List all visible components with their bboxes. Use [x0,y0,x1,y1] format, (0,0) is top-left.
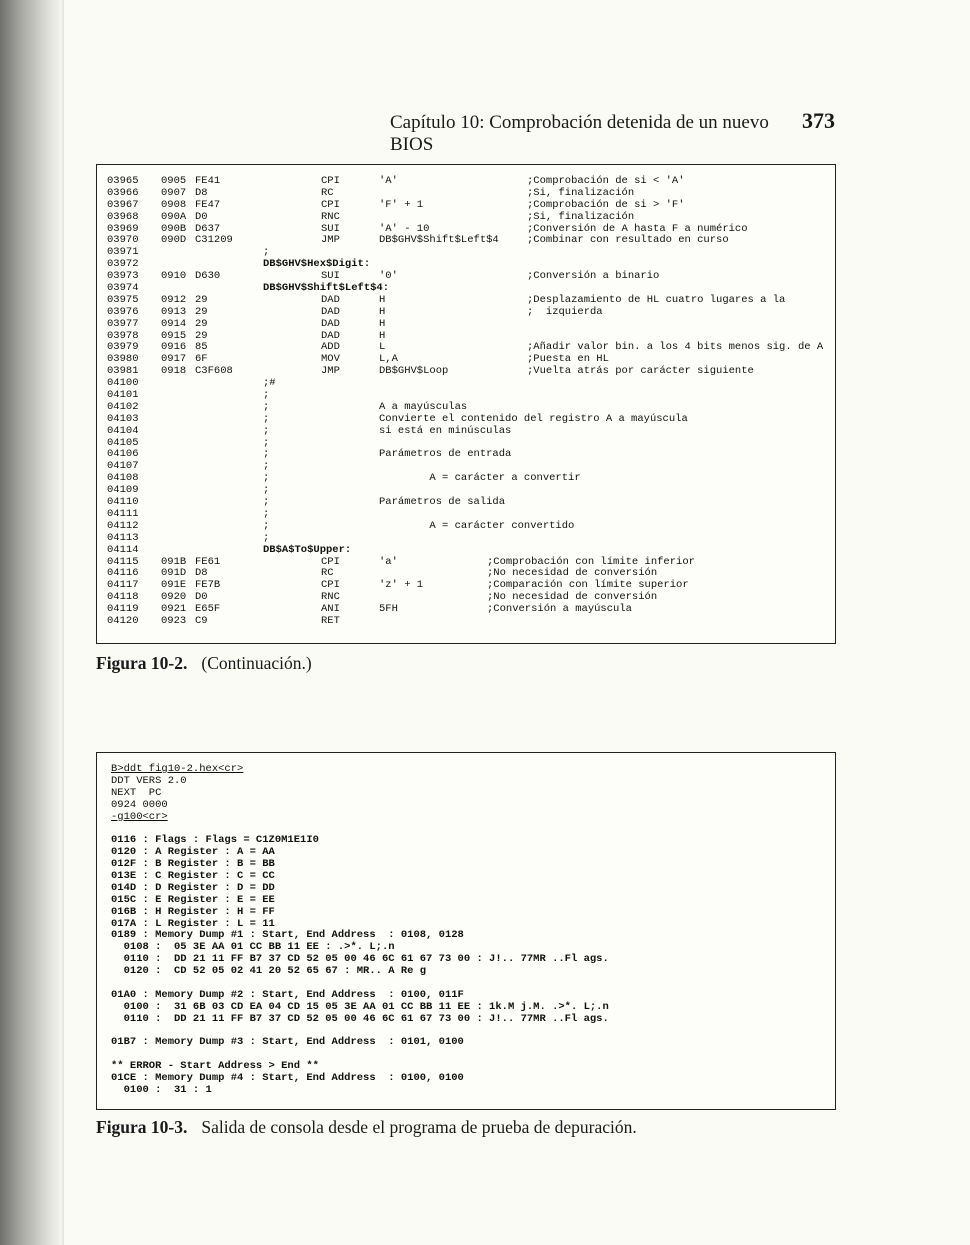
listing-n: 04112 [107,519,139,532]
listing-n: 03980 [107,353,139,366]
listing-op: RC [321,186,334,199]
listing-code: 29 [195,293,208,306]
listing-n: 04107 [107,460,139,473]
listing-n: 04116 [107,567,139,580]
listing-n: 04118 [107,591,139,604]
console-line: 01B7 : Memory Dump #3 : Start, End Address : 0101, 0100 [111,1036,464,1049]
console-line: B>ddt fig10-2.hex<cr> [111,763,244,775]
listing-n: 04100 [107,377,139,390]
listing-addr: 0908 [161,198,187,211]
console-line: 012F : B Register : B = BB [111,858,275,871]
listing-lbl: ; [263,507,270,520]
listing-op: ANI [321,603,340,616]
listing-arg: Parámetros de entrada [379,448,512,461]
listing-code: D630 [195,270,221,283]
listing-addr: 0905 [161,175,187,187]
listing-n: 04104 [107,424,139,437]
listing-n: 04109 [107,484,139,497]
listing-addr: 091B [161,555,187,568]
listing-op: RC [321,567,334,580]
listing-addr: 090B [161,222,187,235]
listing-op: DAD [321,317,340,330]
listing-op: DAD [321,329,340,342]
listing-op: CPI [321,579,340,592]
caption-label: Figura 10-3. [96,1117,188,1137]
listing-arg: Parámetros de salida [379,496,506,509]
listing-cmt: ;Comprobación de si < 'A' [527,175,685,187]
listing-code: D8 [195,186,208,199]
listing-addr: 0910 [161,270,187,283]
listing-n: 04103 [107,412,139,425]
listing-arg: L,A [379,353,398,366]
console-line: 0108 : 05 3E AA 01 CC BB 11 EE : .>*. L;.n [111,941,395,954]
listing-cmt: ;Añadir valor bin. a los 4 bits menos sig. de A [527,341,824,354]
listing-addr: 0912 [161,293,187,306]
listing-op: DAD [321,305,340,318]
listing-n: 03971 [107,246,139,259]
listing-code: D8 [195,567,208,580]
listing-arg: '0' [379,270,398,283]
listing-cmt: ;Comprobación de si > 'F' [527,198,685,211]
listing-n: 03978 [107,329,139,342]
console-line: 0100 : 31 6B 03 CD EA 04 CD 15 05 3E AA 01 CC BB 11 EE : 1k.M j.M. .>*. L;.n [111,1000,609,1013]
listing-code: 29 [195,305,208,318]
listing-addr: 0915 [161,329,187,342]
listing-code: C9 [195,614,208,627]
listing-addr: 0921 [161,603,187,616]
listing-n: 03966 [107,186,139,199]
listing-op: RNC [321,210,340,223]
listing-code: E65F [195,603,221,616]
listing-addr: 0918 [161,365,187,378]
console-line: 014D : D Register : D = DD [111,881,275,894]
console-line: ** ERROR - Start Address > End ** [111,1060,319,1073]
listing-n: 04115 [107,555,139,568]
listing-arg: H [379,305,386,318]
listing-op: SUI [321,270,340,283]
listing-op: ADD [321,341,340,354]
listing-code: 29 [195,317,208,330]
listing-cmt: ;Conversión a binario [527,270,660,283]
listing-code: FE61 [195,555,221,568]
listing-op: JMP [321,365,340,378]
listing-addr: 091E [161,579,187,592]
console-line: 0100 : 31 : 1 [111,1084,212,1097]
listing-n: 03969 [107,222,139,235]
listing-arg: 'a' [379,555,398,568]
listing-code: 6F [195,353,208,366]
listing-code: 85 [195,341,208,354]
listing-op: CPI [321,198,340,211]
listing-addr: 0916 [161,341,187,354]
page-number: 373 [802,108,835,133]
listing-lbl: ; [263,472,270,485]
listing-n: 03967 [107,198,139,211]
listing-lbl: ; [263,448,270,461]
listing-n: 03975 [107,293,139,306]
listing-n: 04101 [107,389,139,402]
listing-op: RET [321,614,340,627]
book-spine-shadow [0,0,62,1245]
console-line: 0110 : DD 21 11 FF B7 37 CD 52 05 00 46 6C 61 67 73 00 : J!.. 77MR ..Fl ags. [111,953,609,966]
listing-lbl: DB$GHV$Shift$Left$4: [263,282,390,295]
page-edge [62,0,64,1245]
listing-arg: si está en minúsculas [379,424,512,437]
listing-n: 04110 [107,496,139,509]
listing-n: 03981 [107,365,139,378]
console-line: 013E : C Register : C = CC [111,870,275,883]
listing-addr: 0914 [161,317,187,330]
listing-code: D637 [195,222,221,235]
listing-op: SUI [321,222,340,235]
listing-cmt: ;Comparación con límite superior [487,579,689,592]
console-line: -g100<cr> [111,810,168,823]
listing-cmt: ;Combinar con resultado en curso [527,234,729,247]
listing-lbl: ; [263,412,270,425]
caption-text: Salida de consola desde el programa de prueba de depuración. [201,1117,637,1137]
listing-code: 29 [195,329,208,342]
listing-op: JMP [321,234,340,247]
console-line: 0189 : Memory Dump #1 : Start, End Address : 0108, 0128 [111,929,464,942]
listing-lbl: ; [263,389,270,402]
listing-n: 03968 [107,210,139,223]
listing-n: 03970 [107,234,139,247]
listing-cmt: ;Vuelta atrás por carácter siguiente [527,365,754,378]
listing-addr: 091D [161,567,187,580]
listing-arg: DB$GHV$Loop [379,365,449,378]
listing-cmt: ;Conversión a mayúscula [487,603,632,616]
console-line: 015C : E Register : E = EE [111,893,275,906]
console-line: NEXT PC [111,786,162,799]
listing-n: 03974 [107,282,139,295]
listing-n: 04120 [107,614,139,627]
console-line: 017A : L Register : L = 11 [111,917,275,930]
caption-text: (Continuación.) [201,653,312,673]
listing-cmt: ;No necesidad de conversión [487,567,658,580]
listing-addr: 0923 [161,614,187,627]
listing-addr: 090A [161,210,187,223]
listing-lbl: ; [263,436,270,449]
listing-n: 04102 [107,400,139,413]
console-line: 0110 : DD 21 11 FF B7 37 CD 52 05 00 46 6C 61 67 73 00 : J!.. 77MR ..Fl ags. [111,1012,609,1025]
listing-cmt: ;Puesta en HL [527,353,609,366]
listing-n: 03972 [107,258,139,271]
listing-n: 03976 [107,305,139,318]
listing-addr: 0907 [161,186,187,199]
listing-n: 04111 [107,507,139,520]
listing-arg: A = carácter convertido [379,519,575,532]
console-line: 01CE : Memory Dump #4 : Start, End Address : 0100, 0100 [111,1072,464,1085]
listing-lbl: ; [263,246,270,259]
listing-arg: 'F' + 1 [379,198,424,211]
figure-caption-10-2 [96,653,312,674]
listing-arg: 5FH [379,603,398,616]
listing-n: 03979 [107,341,139,354]
listing-lbl: ; [263,400,270,413]
listing-lbl: ; [263,484,270,497]
listing-box [96,164,836,644]
listing-lbl: ; [263,531,270,544]
listing-cmt: ;No necesidad de conversión [487,591,658,604]
figure-caption-10-3 [96,1117,637,1138]
listing-arg: 'A' - 10 [379,222,430,235]
listing-lbl: DB$GHV$Hex$Digit: [263,258,371,271]
listing-code: FE41 [195,175,221,187]
listing-n: 04119 [107,603,139,616]
listing-n: 04117 [107,579,139,592]
listing-op: RNC [321,591,340,604]
listing-n: 04108 [107,472,139,485]
listing-addr: 090D [161,234,187,247]
listing-lbl: DB$A$To$Upper: [263,543,352,556]
listing-n: 03965 [107,175,139,187]
listing-code: FE47 [195,198,221,211]
listing-cmt: ;Conversión de A hasta F a numérico [527,222,748,235]
listing-arg: H [379,317,386,330]
listing-lbl: ; [263,519,270,532]
listing-n: 03977 [107,317,139,330]
listing-arg: 'z' + 1 [379,579,424,592]
console-line: DDT VERS 2.0 [111,774,187,787]
listing-arg: 'A' [379,175,398,187]
listing-lbl: ; [263,424,270,437]
caption-label: Figura 10-2. [96,653,188,673]
listing-lbl: ;# [263,377,276,390]
listing-addr: 0920 [161,591,187,604]
console-lines [111,764,609,1097]
listing-arg: A = carácter a convertir [379,472,581,485]
console-box [96,752,836,1110]
listing-n: 03973 [107,270,139,283]
listing-arg: L [379,341,386,354]
console-line: 01A0 : Memory Dump #2 : Start, End Address : 0100, 011F [111,988,464,1001]
console-line: 0120 : A Register : A = AA [111,846,275,859]
listing-code: C31209 [195,234,233,247]
listing-op: CPI [321,175,340,187]
listing-lbl: ; [263,460,270,473]
console-line: 0116 : Flags : Flags = C1Z0M1E1I0 [111,834,319,847]
console-line: 0120 : CD 52 05 02 41 20 52 65 67 : MR.. A Re g [111,965,427,978]
listing-op: CPI [321,555,340,568]
chapter-title: Capítulo 10: Comprobación detenida de un nuevo BIOS [390,112,769,155]
listing-code: C3F608 [195,365,233,378]
listing-n: 04106 [107,448,139,461]
listing-arg: Convierte el contenido del registro A a mayúscula [379,412,688,425]
page-header [390,108,835,155]
listing-cmt: ; izquierda [527,305,603,318]
listing-code: D0 [195,210,208,223]
listing-lbl: ; [263,496,270,509]
listing-cmt: ;Desplazamiento de HL cuatro lugares a la [527,293,786,306]
listing-cmt: ;Comprobación con límite inferior [487,555,695,568]
console-line: 016B : H Register : H = FF [111,905,275,918]
listing-cmt: ;Si, finalización [527,186,635,199]
listing-code: FE7B [195,579,221,592]
console-line: 0924 0000 [111,798,168,811]
listing-arg: H [379,329,386,342]
listing-arg: A a mayúsculas [379,400,468,413]
listing-op: MOV [321,353,340,366]
listing-addr: 0917 [161,353,187,366]
listing-n: 04105 [107,436,139,449]
listing-cmt: ;Si, finalización [527,210,635,223]
listing-n: 04114 [107,543,139,556]
listing-n: 04113 [107,531,139,544]
listing-arg: H [379,293,386,306]
listing-code: D0 [195,591,208,604]
listing-addr: 0913 [161,305,187,318]
listing-arg: DB$GHV$Shift$Left$4 [379,234,499,247]
listing-op: DAD [321,293,340,306]
